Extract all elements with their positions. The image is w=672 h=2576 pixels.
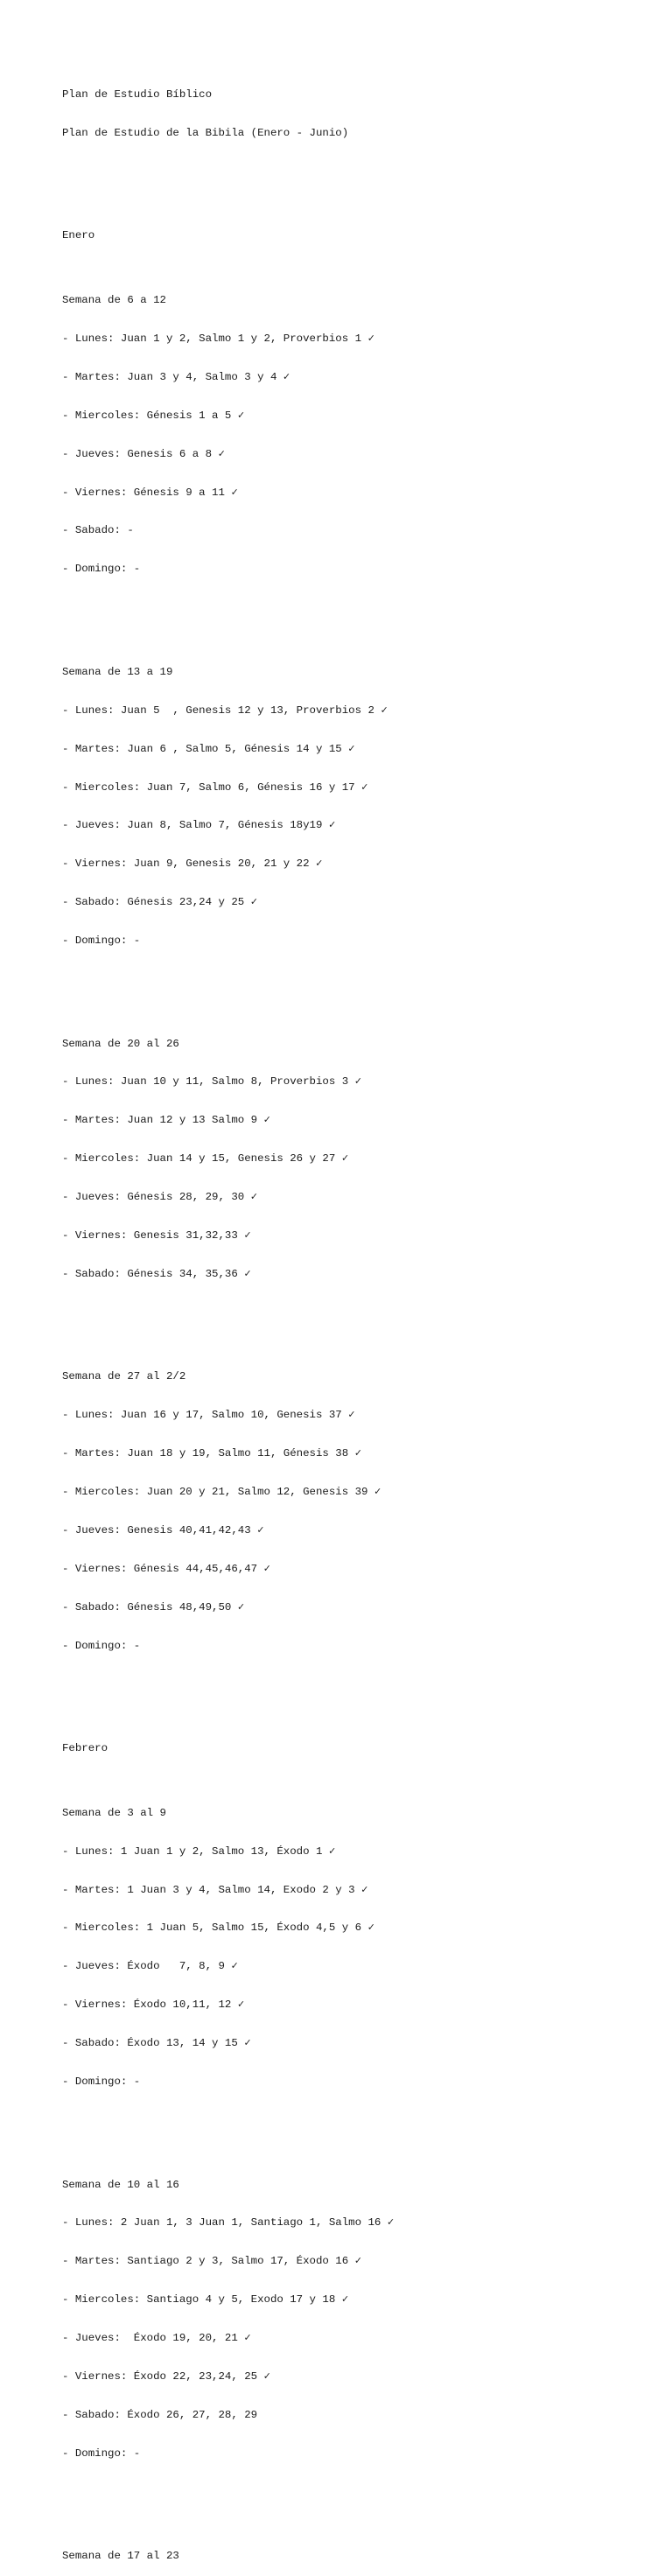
day-entry: - Martes: Juan 3 y 4, Salmo 3 y 4 ✓: [62, 370, 290, 383]
day-entry: - Martes: Juan 12 y 13 Salmo 9 ✓: [62, 1114, 270, 1127]
week-heading: Semana de 17 al 23: [62, 2550, 179, 2563]
day-entry: - Lunes: Juan 16 y 17, Salmo 10, Genesis 37 ✓: [62, 1409, 355, 1422]
day-entry: - Sabado: Génesis 23,24 y 25 ✓: [62, 896, 258, 909]
week-heading: Semana de 6 a 12: [62, 293, 166, 306]
day-entry: - Domingo: -: [62, 934, 141, 948]
day-entry: - Martes: 1 Juan 3 y 4, Salmo 14, Exodo 2 y 3 ✓: [62, 1883, 368, 1896]
blank-line: [62, 973, 657, 986]
day-entry: - Sabado: Génesis 48,49,50 ✓: [62, 1601, 245, 1614]
day-entry: - Sabado: Éxodo 26, 27, 28, 29: [62, 2409, 258, 2422]
day-entry: - Lunes: Juan 10 y 11, Salmo 8, Proverbios 3 ✓: [62, 1075, 362, 1088]
day-entry: - Sabado: Éxodo 13, 14 y 15 ✓: [62, 2037, 251, 2050]
day-entry: - Viernes: Juan 9, Genesis 20, 21 y 22 ✓: [62, 858, 323, 871]
day-entry: - Jueves: Éxodo 7, 8, 9 ✓: [62, 1960, 238, 1973]
day-entry: - Lunes: Juan 5 , Genesis 12 y 13, Proverbios 2 ✓: [62, 704, 388, 717]
day-entry: - Lunes: 1 Juan 1 y 2, Salmo 13, Éxodo 1 ✓: [62, 1844, 336, 1858]
day-entry: - Sabado: Génesis 34, 35,36 ✓: [62, 1268, 251, 1281]
week-heading: Semana de 20 al 26: [62, 1037, 179, 1050]
day-entry: - Viernes: Genesis 31,32,33 ✓: [62, 1229, 251, 1242]
blank-line: [62, 601, 657, 614]
month-heading-febrero: Febrero: [62, 1742, 108, 1755]
day-entry: - Jueves: Genesis 6 a 8 ✓: [62, 447, 225, 460]
day-entry: - Domingo: -: [62, 2076, 141, 2089]
day-entry: - Lunes: Juan 1 y 2, Salmo 1 y 2, Proverbios 1 ✓: [62, 332, 374, 345]
day-entry: - Viernes: Éxodo 22, 23,24, 25 ✓: [62, 2370, 270, 2384]
week-heading: Semana de 13 a 19: [62, 665, 173, 678]
day-entry: - Martes: Juan 18 y 19, Salmo 11, Génesis 38 ✓: [62, 1447, 362, 1460]
day-entry: - Sabado: -: [62, 524, 134, 537]
document-body: [62, 63, 657, 2576]
day-entry: - Miercoles: Juan 20 y 21, Salmo 12, Genesis 39 ✓: [62, 1486, 382, 1499]
document-subtitle: Plan de Estudio de la Bibila (Enero - Junio): [62, 127, 349, 140]
day-entry: - Martes: Santiago 2 y 3, Salmo 17, Éxodo 16 ✓: [62, 2255, 362, 2268]
blank-line: [62, 165, 657, 178]
day-entry: - Miercoles: Génesis 1 a 5 ✓: [62, 409, 245, 422]
day-entry: - Viernes: Éxodo 10,11, 12 ✓: [62, 1998, 245, 2012]
blank-line: [62, 2114, 657, 2127]
blank-line: [62, 1678, 657, 1691]
day-entry: - Miercoles: 1 Juan 5, Salmo 15, Éxodo 4,5 y 6 ✓: [62, 1922, 374, 1935]
day-entry: - Miercoles: Santiago 4 y 5, Exodo 17 y 18 ✓: [62, 2293, 349, 2306]
day-entry: - Jueves: Éxodo 19, 20, 21 ✓: [62, 2332, 251, 2345]
week-heading: Semana de 10 al 16: [62, 2178, 179, 2191]
month-heading-enero: Enero: [62, 229, 95, 242]
document-title: Plan de Estudio Bíblico: [62, 88, 213, 102]
day-entry: - Miercoles: Juan 14 y 15, Genesis 26 y 27 ✓: [62, 1152, 349, 1166]
day-entry: - Viernes: Génesis 9 a 11 ✓: [62, 486, 238, 499]
day-entry: - Jueves: Genesis 40,41,42,43 ✓: [62, 1524, 264, 1537]
day-entry: - Domingo: -: [62, 1640, 141, 1653]
blank-line: [62, 2486, 657, 2499]
day-entry: - Viernes: Génesis 44,45,46,47 ✓: [62, 1563, 270, 1576]
day-entry: - Miercoles: Juan 7, Salmo 6, Génesis 16 y 17 ✓: [62, 780, 368, 794]
day-entry: - Lunes: 2 Juan 1, 3 Juan 1, Santiago 1, Salmo 16 ✓: [62, 2216, 395, 2230]
day-entry: - Domingo: -: [62, 2447, 141, 2460]
day-entry: - Jueves: Génesis 28, 29, 30 ✓: [62, 1191, 258, 1204]
week-heading: Semana de 3 al 9: [62, 1806, 166, 1819]
week-heading: Semana de 27 al 2/2: [62, 1370, 186, 1383]
day-entry: - Martes: Juan 6 , Salmo 5, Génesis 14 y 15 ✓: [62, 742, 355, 755]
day-entry: - Jueves: Juan 8, Salmo 7, Génesis 18y19 ✓: [62, 819, 336, 832]
blank-line: [62, 1306, 657, 1320]
day-entry: - Domingo: -: [62, 563, 141, 576]
